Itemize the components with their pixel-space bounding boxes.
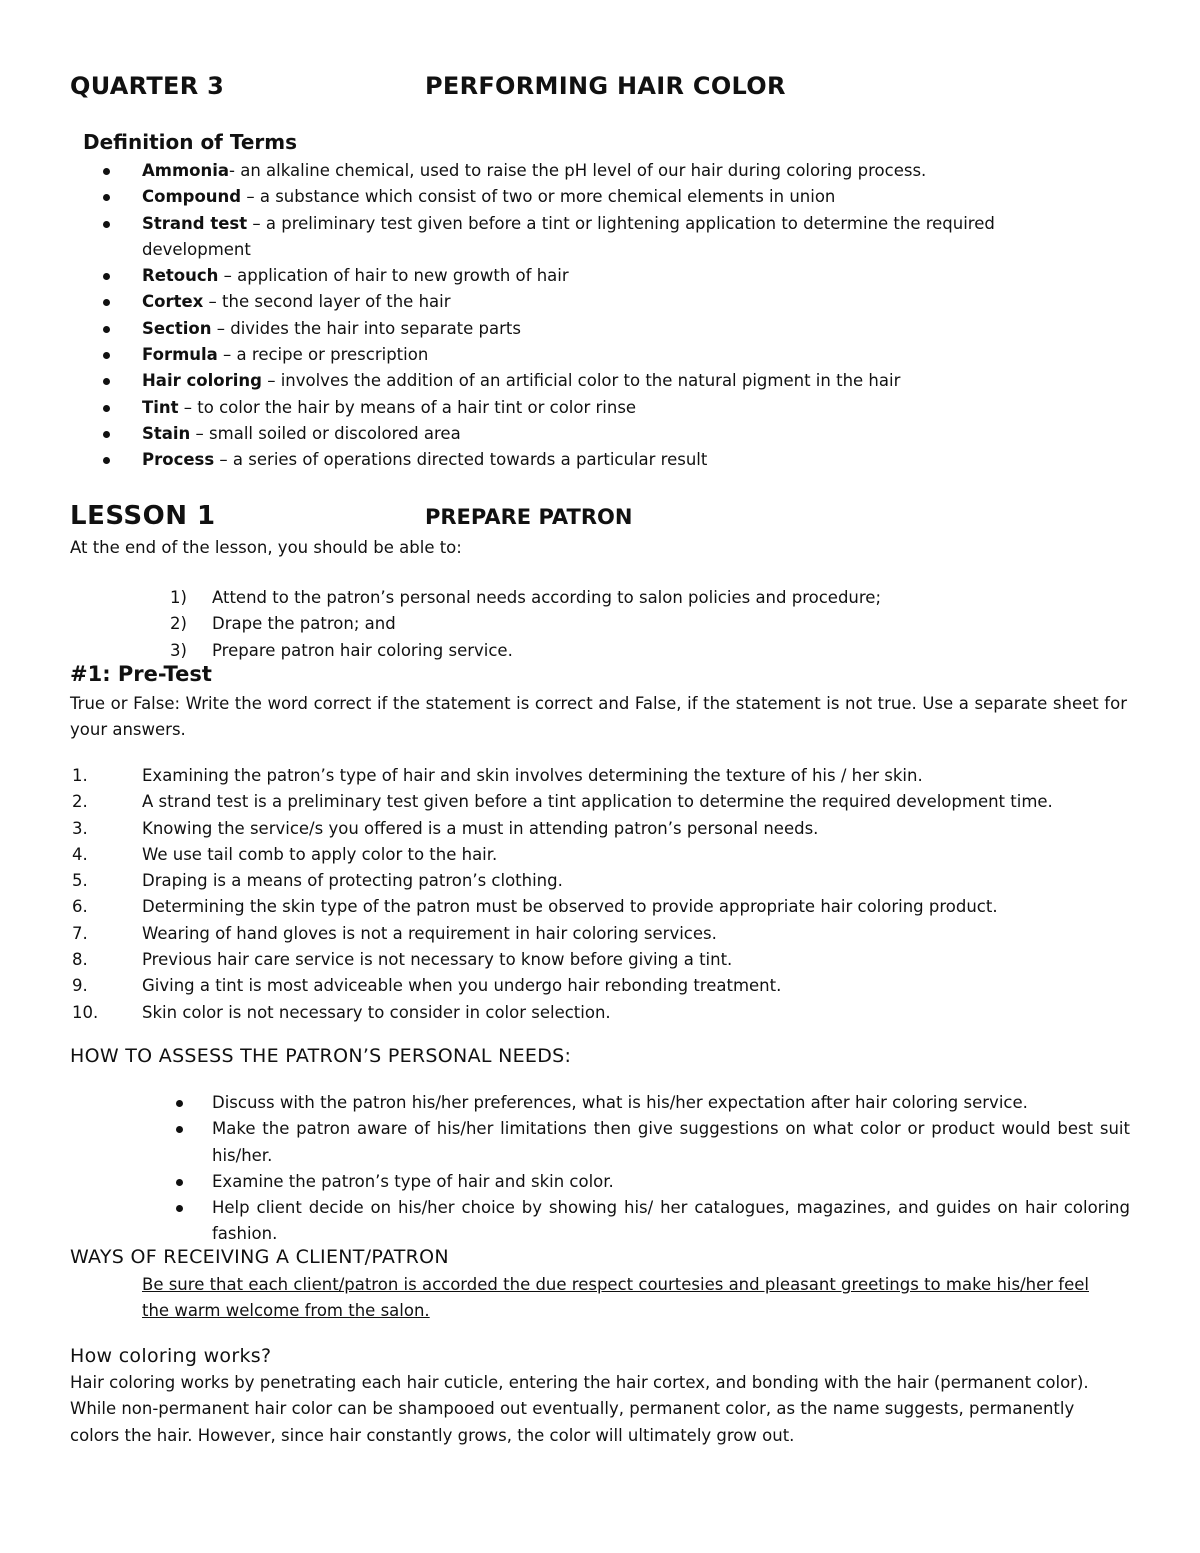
bullet-icon <box>176 1205 183 1212</box>
definition-term: Section <box>142 318 212 338</box>
pretest-number: 6. <box>72 897 88 917</box>
needs-text: Examine the patron’s type of hair and skin color. <box>212 1171 614 1191</box>
definition-item <box>100 421 1140 447</box>
definition-text: – a series of operations directed towards a particular result <box>214 450 708 470</box>
definition-text: – divides the hair into separate parts <box>211 318 521 338</box>
definitions-heading: Definition of Terms <box>83 130 298 154</box>
definition-item <box>100 263 1140 289</box>
bullet-icon <box>103 221 110 228</box>
needs-item <box>170 1116 1130 1169</box>
pretest-item <box>72 868 1053 894</box>
pretest-item <box>72 842 1053 868</box>
pretest-item <box>72 894 1053 920</box>
needs-item <box>170 1195 1130 1248</box>
objective-number: 2) <box>170 614 187 634</box>
pretest-number: 9. <box>72 976 88 996</box>
definition-term: Cortex <box>142 292 204 312</box>
pretest-text: Skin color is not necessary to consider in color selection. <box>142 1002 611 1022</box>
pretest-instructions: True or False: Write the word correct if the statement is correct and False, if the statement is not true. Use a separate sheet for your answers. <box>70 694 1127 740</box>
bullet-icon <box>103 431 110 438</box>
pretest-text: Knowing the service/s you offered is a must in attending patron’s personal needs. <box>142 818 819 838</box>
needs-item <box>170 1090 1130 1116</box>
coloring-text: Hair coloring works by penetrating each hair cuticle, entering the hair cortex, and bonding with the hair (permanent color). While non-permanent hair color can be shampooed out eventually, permanent color, as the name suggests, permanently colors the hair. However, since hair constantly grows, the color will ultimately grow out. <box>70 1373 1089 1445</box>
definition-item <box>100 342 1140 368</box>
receiving-heading: WAYS OF RECEIVING A CLIENT/PATRON <box>70 1246 449 1268</box>
definition-term: Compound <box>142 187 242 207</box>
needs-list <box>170 1090 1130 1248</box>
pretest-number: 1. <box>72 766 88 785</box>
pretest-number: 3. <box>72 818 88 838</box>
pretest-list <box>72 763 1053 1026</box>
lesson-label: LESSON 1 <box>70 501 216 531</box>
lesson-intro: At the end of the lesson, you should be able to: <box>70 538 462 557</box>
objective-text: Attend to the patron’s personal needs according to salon policies and procedure; <box>212 588 882 607</box>
definition-term: Process <box>142 450 215 470</box>
objective-number: 1) <box>170 588 187 607</box>
pretest-item <box>72 921 1053 947</box>
definition-term: Strand test <box>142 213 248 233</box>
pretest-number: 8. <box>72 950 88 970</box>
definition-text: – application of hair to new growth of hair <box>218 266 569 286</box>
pretest-item <box>72 763 1053 789</box>
bullet-icon <box>103 194 110 201</box>
pretest-number: 7. <box>72 923 88 943</box>
pretest-number: 10. <box>72 1002 99 1022</box>
bullet-icon <box>176 1179 183 1186</box>
needs-text: Discuss with the patron his/her preferences, what is his/her expectation after hair coloring service. <box>212 1093 1028 1112</box>
bullet-icon <box>103 299 110 306</box>
pretest-number: 2. <box>72 792 88 812</box>
quarter-label: QUARTER 3 <box>70 72 225 100</box>
objective-item <box>170 638 881 664</box>
bullet-icon <box>103 405 110 412</box>
pretest-number: 4. <box>72 844 88 864</box>
pretest-text: Determining the skin type of the patron must be observed to provide appropriate hair coloring product. <box>142 897 998 917</box>
bullet-icon <box>103 326 110 333</box>
definition-text: – a preliminary test given before a tint or lightening application to determine the required development <box>142 213 995 259</box>
definition-item <box>100 289 1140 315</box>
definition-term: Retouch <box>142 266 219 286</box>
definition-term: Hair coloring <box>142 371 262 391</box>
pretest-text: Draping is a means of protecting patron’s clothing. <box>142 871 563 891</box>
pretest-text: A strand test is a preliminary test given before a tint application to determine the required development time. <box>142 792 1053 812</box>
pretest-number: 5. <box>72 871 88 891</box>
bullet-icon <box>103 457 110 464</box>
pretest-text: We use tail comb to apply color to the hair. <box>142 844 498 864</box>
definition-item <box>100 211 1140 264</box>
objective-text: Drape the patron; and <box>212 614 396 634</box>
bullet-icon <box>103 168 110 175</box>
definition-text: – the second layer of the hair <box>203 292 451 312</box>
pretest-text: Giving a tint is most adviceable when you undergo hair rebonding treatment. <box>142 976 782 996</box>
receiving-text: Be sure that each client/patron is accorded the due respect courtesies and pleasant greetings to make his/her feel the warm welcome from the salon. <box>142 1275 1089 1321</box>
bullet-icon <box>176 1126 183 1133</box>
bullet-icon <box>103 273 110 280</box>
bullet-icon <box>176 1100 183 1107</box>
pretest-item <box>72 816 1053 842</box>
pretest-item <box>72 789 1053 815</box>
pretest-item <box>72 947 1053 973</box>
pretest-text: Wearing of hand gloves is not a requirement in hair coloring services. <box>142 923 717 943</box>
definition-term: Tint <box>142 397 179 417</box>
definition-item <box>100 184 1140 210</box>
objective-text: Prepare patron hair coloring service. <box>212 640 513 660</box>
definition-text: - an alkaline chemical, used to raise the pH level of our hair during coloring process. <box>229 161 927 180</box>
objective-item <box>170 585 881 611</box>
definition-term: Ammonia <box>142 161 230 180</box>
pretest-item <box>72 973 1053 999</box>
definitions-list <box>100 158 1140 474</box>
definition-text: – to color the hair by means of a hair tint or color rinse <box>178 397 637 417</box>
bullet-icon <box>103 352 110 359</box>
bullet-icon <box>103 378 110 385</box>
definition-item <box>100 395 1140 421</box>
definition-term: Stain <box>142 423 191 443</box>
needs-heading: HOW TO ASSESS THE PATRON’S PERSONAL NEEDS: <box>70 1045 572 1067</box>
coloring-heading: How coloring works? <box>70 1345 272 1367</box>
pretest-text: Examining the patron’s type of hair and skin involves determining the texture of his / her skin. <box>142 766 923 785</box>
needs-text: Make the patron aware of his/her limitations then give suggestions on what color or product would best suit his/her. <box>212 1119 1130 1165</box>
document-title: PERFORMING HAIR COLOR <box>425 72 786 100</box>
pretest-text: Previous hair care service is not necessary to know before giving a tint. <box>142 950 733 970</box>
definition-item <box>100 316 1140 342</box>
definition-term: Formula <box>142 345 218 365</box>
objective-number: 3) <box>170 640 187 660</box>
definition-text: – a recipe or prescription <box>217 345 429 365</box>
lesson-title: PREPARE PATRON <box>425 505 633 529</box>
pretest-item <box>72 1000 1053 1026</box>
definition-text: – small soiled or discolored area <box>190 423 461 443</box>
objective-item <box>170 611 881 637</box>
definition-item <box>100 158 1140 184</box>
definition-text: – a substance which consist of two or more chemical elements in union <box>241 187 836 207</box>
needs-item <box>170 1169 1130 1195</box>
needs-text: Help client decide on his/her choice by showing his/ her catalogues, magazines, and guides on hair coloring fashion. <box>212 1198 1130 1244</box>
definition-item <box>100 368 1140 394</box>
definition-item <box>100 447 1140 473</box>
objectives-list <box>170 585 881 664</box>
definition-text: – involves the addition of an artificial color to the natural pigment in the hair <box>261 371 901 391</box>
pretest-heading: #1: Pre-Test <box>70 662 212 686</box>
